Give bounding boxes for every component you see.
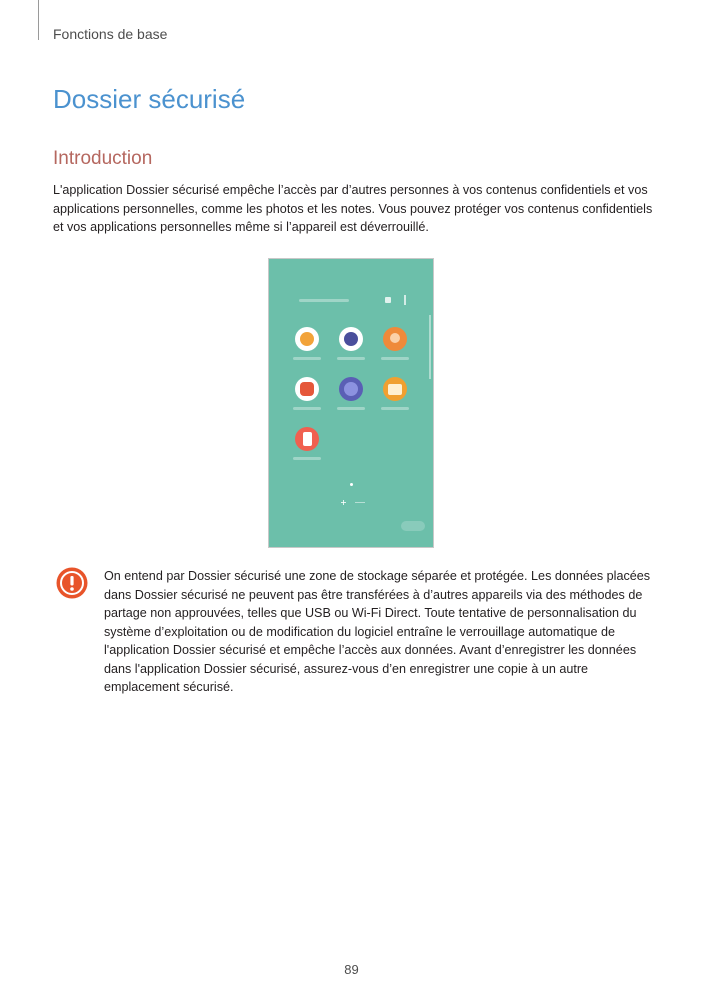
- header-divider: [38, 0, 39, 40]
- secure-folder-screen-title-bar: [299, 299, 349, 302]
- page-number: 89: [344, 962, 359, 977]
- intro-paragraph: L'application Dossier sécurisé empêche l’accès par d’autres personnes à vos contenus confidentiels et vos applications personnelles, comme les photos et les notes. Vous pouvez protéger vos contenus confidentiels et vos applications personnelles même si l’appareil est déverrouillé.: [53, 183, 653, 234]
- notes-app-icon: [295, 427, 319, 451]
- scroll-indicator: [429, 315, 431, 379]
- camera-app-icon: [339, 327, 363, 351]
- contacts-app-icon: [383, 327, 407, 351]
- app-label: [293, 407, 321, 410]
- app-label: [337, 357, 365, 360]
- more-options-icon: [404, 295, 406, 305]
- app-label: [337, 407, 365, 410]
- warning-icon: [56, 567, 88, 599]
- internet-app-icon: [339, 377, 363, 401]
- nav-label: [355, 502, 365, 503]
- secure-folder-screenshot: [268, 258, 434, 548]
- app-label: [381, 407, 409, 410]
- app-label: [381, 357, 409, 360]
- app-label: [293, 457, 321, 460]
- section-subheading: Introduction: [53, 148, 153, 169]
- page-indicator-dot: [350, 483, 353, 486]
- warning-note: On entend par Dossier sécurisé une zone de stockage séparée et protégée. Les données placées dans Dossier sécurisé ne peuvent pas être transférées à d’autres appareils via des méthodes de partage non approuvées, telles que USB ou Wi-Fi Direct. Toute tentative de personnalisation du système d’exploitation ou de modification du logiciel entraîne le verrouillage automatique de l'application Dossier sécurisé et empêche l’accès aux données. Avant d’enregistrer les données dans l'application Dossier sécurisé, assurez-vous d’en enregistrer une copie à un autre emplacement sécurisé.: [104, 569, 651, 694]
- section-label: Fonctions de base: [53, 26, 168, 42]
- app-label: [293, 357, 321, 360]
- page-title: Dossier sécurisé: [53, 84, 246, 114]
- nav-pill: [401, 521, 425, 531]
- lock-icon: [385, 297, 391, 303]
- email-app-icon: [295, 377, 319, 401]
- my-files-app-icon: [383, 377, 407, 401]
- star-app-icon: [295, 327, 319, 351]
